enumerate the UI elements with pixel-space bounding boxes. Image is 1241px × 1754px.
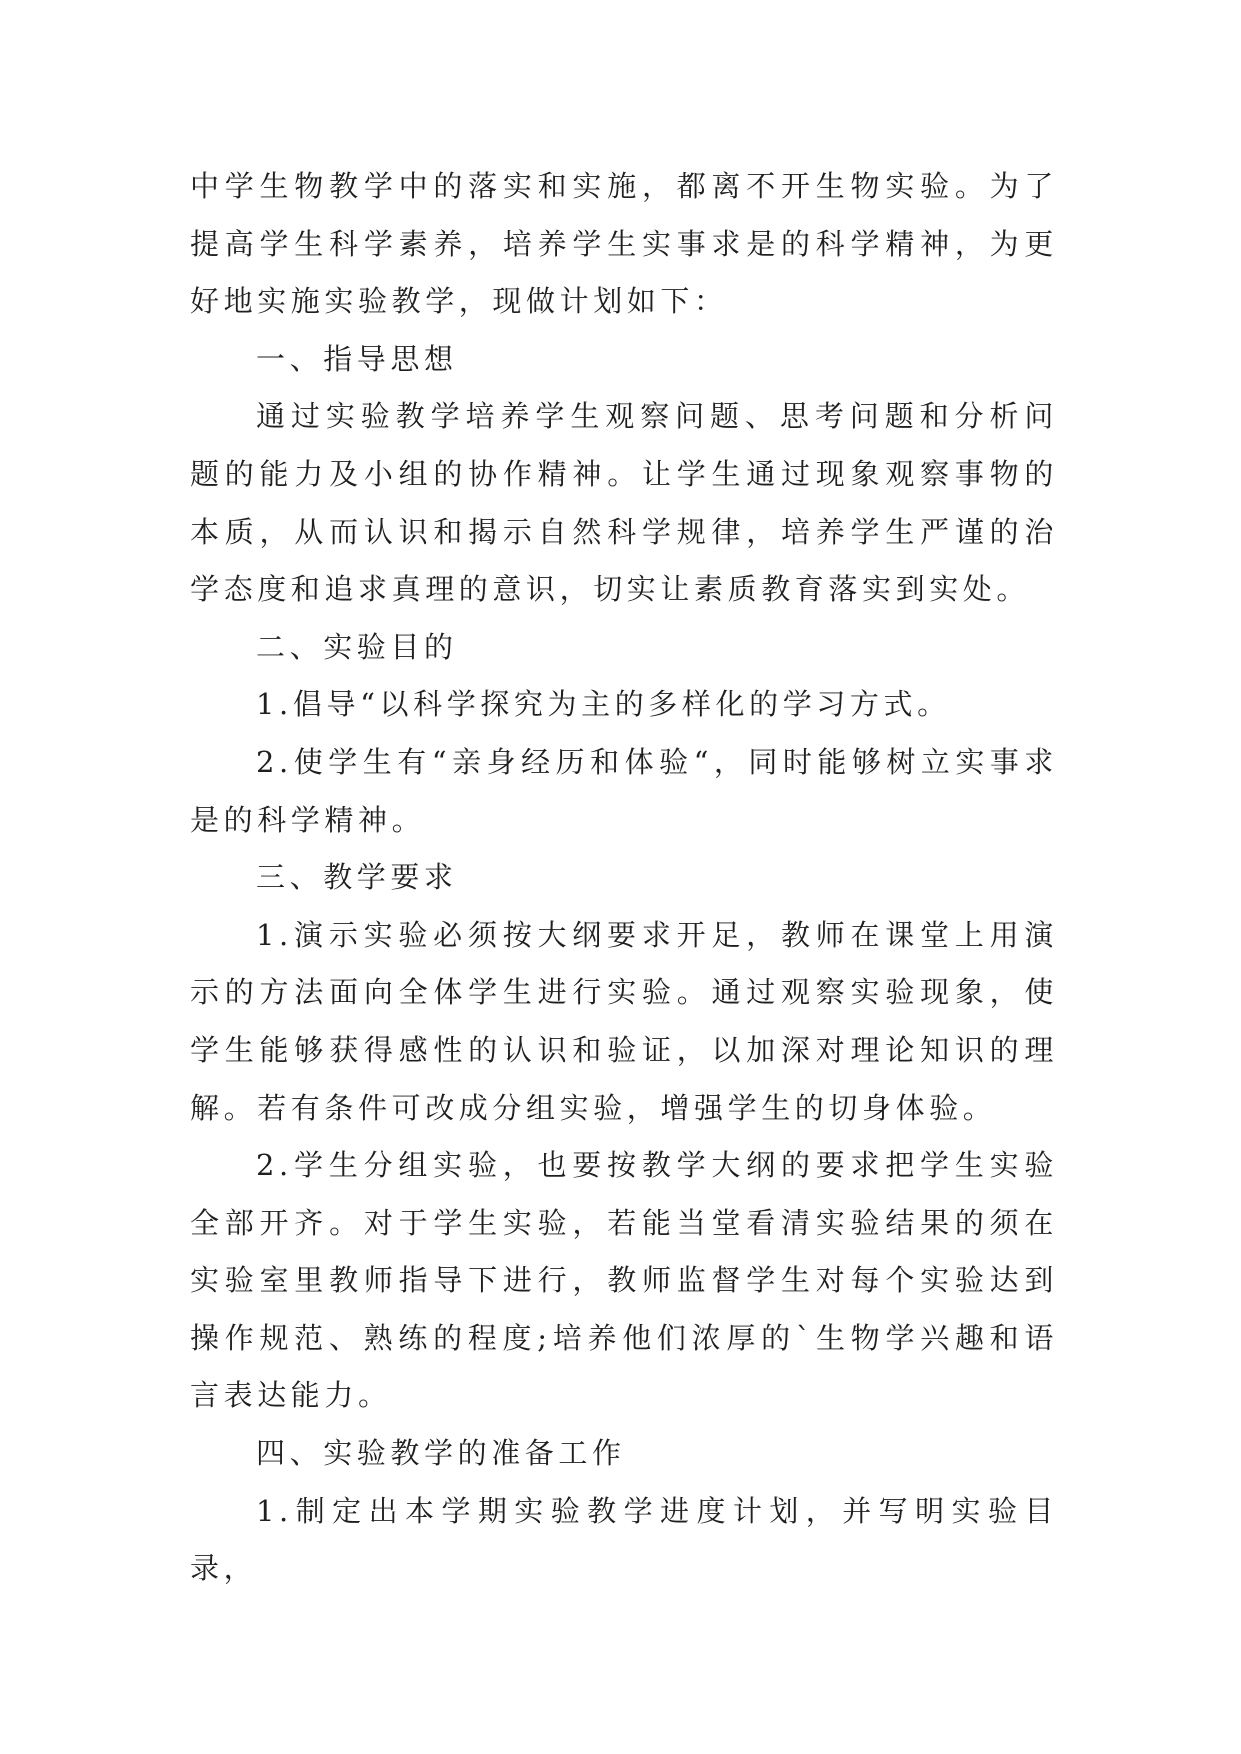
requirement-item-1: 1.演示实验必须按大纲要求开足，教师在课堂上用演示的方法面向全体学生进行实验。通过观察实验现象，使学生能够获得感性的认识和验证，以加深对理论知识的理解。若有条件可改成分组实验，增强学生的切身体验。	[190, 917, 1058, 1125]
section-heading-preparation-work: 四、实验教学的准备工作	[256, 1436, 626, 1471]
section-heading-experiment-purpose: 二、实验目的	[256, 629, 458, 664]
guiding-thought-paragraph: 通过实验教学培养学生观察问题、思考问题和分析问题的能力及小组的协作精神。让学生通过现象观察事物的本质，从而认识和揭示自然科学规律，培养学生严谨的治学态度和追求真理的意识，切实让素质教育落实到实处。	[190, 399, 1058, 607]
intro-paragraph: 中学生物教学中的落实和实施，都离不开生物实验。为了提高学生科学素养，培养学生实事求是的科学精神，为更好地实施实验教学，现做计划如下：	[190, 169, 1058, 319]
section-heading-guiding-thought: 一、指导思想	[256, 341, 458, 376]
purpose-item-1: 1.倡导“以科学探究为主的多样化的学习方式。	[256, 687, 951, 722]
requirement-item-2: 2.学生分组实验，也要按教学大纲的要求把学生实验全部开齐。对于学生实验，若能当堂看清实验结果的须在实验室里教师指导下进行，教师监督学生对每个实验达到操作规范、熟练的程度;培养他们浓厚的`生物学兴趣和语言表达能力。	[190, 1148, 1058, 1413]
section-heading-teaching-requirements: 三、教学要求	[256, 860, 458, 895]
purpose-item-2: 2.使学生有“亲身经历和体验“，同时能够树立实事求是的科学精神。	[190, 744, 1058, 837]
preparation-item-1: 1.制定出本学期实验教学进度计划，并写明实验目录，	[190, 1493, 1058, 1586]
document-body	[190, 158, 1058, 1598]
